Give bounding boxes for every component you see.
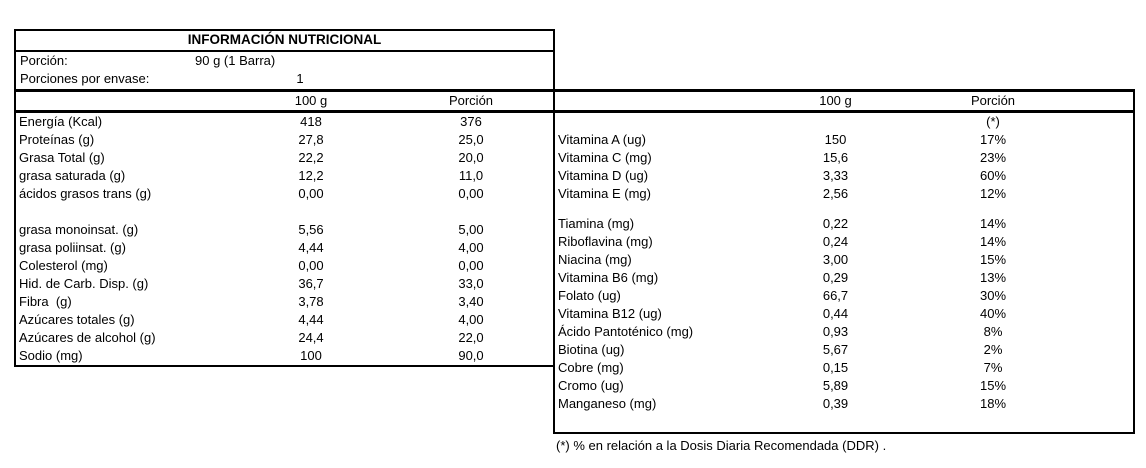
table-row: [555, 251, 1133, 269]
value-per-100g: 2,56: [822, 186, 849, 201]
value-per-portion: 11,0: [458, 168, 484, 183]
servings-per-pack-label: Porciones por envase:: [20, 71, 150, 86]
nutrient-label: Biotina (ug): [558, 342, 625, 357]
value-per-portion: 3,40: [458, 294, 484, 309]
nutrient-label: Grasa Total (g): [19, 150, 105, 165]
table-row: [555, 269, 1133, 287]
header-portion: Porción: [448, 93, 494, 108]
table-row: [555, 359, 1133, 377]
header-portion: Porción: [970, 93, 1016, 108]
table-row: [555, 323, 1133, 341]
table-row: [555, 215, 1133, 233]
table-row: [555, 305, 1133, 323]
column-header-row: [555, 92, 1133, 113]
table-row: [16, 167, 553, 185]
value-per-100g: 36,7: [298, 276, 324, 291]
value-per-100g: 15,6: [822, 150, 849, 165]
serving-size-label: Porción:: [20, 53, 68, 68]
value-per-portion: 4,00: [458, 240, 484, 255]
nutrient-label: Colesterol (mg): [19, 258, 108, 273]
value-per-100g: 418: [300, 114, 322, 129]
nutrient-label: ácidos grasos trans (g): [19, 186, 152, 201]
serving-info-box: [14, 29, 555, 89]
page-title: INFORMACIÓN NUTRICIONAL: [16, 31, 553, 52]
value-per-portion: 23%: [979, 150, 1007, 165]
value-per-100g: [758, 113, 913, 131]
value-per-100g: 3,33: [822, 168, 849, 183]
value-per-100g: 0,22: [822, 216, 849, 231]
nutrient-label: grasa poliinsat. (g): [19, 240, 126, 255]
table-row: [555, 113, 1133, 131]
value-per-100g: 0,44: [822, 306, 849, 321]
value-per-portion: 13%: [979, 270, 1007, 285]
value-per-100g: 0,15: [822, 360, 849, 375]
value-per-100g: 24,4: [298, 330, 324, 345]
header-per-100g: 100 g: [819, 93, 852, 108]
value-per-100g: 5,67: [822, 342, 849, 357]
table-row: [16, 257, 553, 275]
table-row: [16, 131, 553, 149]
table-row: [555, 185, 1133, 203]
nutrient-label: Azúcares de alcohol (g): [19, 330, 156, 345]
table-row: [16, 275, 553, 293]
value-per-portion: 15%: [979, 252, 1007, 267]
value-per-portion: 17%: [979, 132, 1007, 147]
table-row: [555, 149, 1133, 167]
macronutrients-table: [14, 89, 555, 367]
table-row: [555, 287, 1133, 305]
table-row: [16, 113, 553, 131]
value-per-portion: 30%: [979, 288, 1007, 303]
row-group-gap: [16, 203, 553, 221]
table-row: [16, 239, 553, 257]
table-row: [555, 341, 1133, 359]
column-header-row: [16, 92, 553, 113]
value-per-portion: 25,0: [458, 132, 484, 147]
header-spacer: [555, 92, 758, 110]
table-row: [16, 293, 553, 311]
nutrient-label: Sodio (mg): [19, 348, 83, 363]
value-per-100g: 5,89: [822, 378, 849, 393]
nutrient-label: Ácido Pantoténico (mg): [558, 324, 694, 339]
table-row: [16, 311, 553, 329]
value-per-100g: 0,29: [822, 270, 849, 285]
servings-per-pack-value: 1: [296, 71, 304, 86]
value-per-portion: 376: [460, 114, 482, 129]
nutrient-label: grasa saturada (g): [19, 168, 126, 183]
value-per-100g: 0,00: [298, 258, 324, 273]
nutrient-label: Azúcares totales (g): [19, 312, 135, 327]
nutrient-label: Cromo (ug): [558, 378, 624, 393]
table-row: [555, 167, 1133, 185]
row-group-gap: [555, 203, 1133, 215]
nutrient-label: Riboflavina (mg): [558, 234, 653, 249]
nutrient-label: Vitamina B6 (mg): [558, 270, 659, 285]
value-per-portion: 7%: [983, 360, 1003, 375]
value-per-portion: 20,0: [458, 150, 484, 165]
nutrient-label: Energía (Kcal): [19, 114, 103, 129]
value-per-100g: 3,78: [298, 294, 324, 309]
nutrient-label: Folato (ug): [558, 288, 621, 303]
value-per-portion: 18%: [979, 396, 1007, 411]
ddr-asterisk-marker: (*): [986, 114, 1000, 129]
value-per-portion: 5,00: [458, 222, 484, 237]
table-row: [555, 233, 1133, 251]
value-per-portion: 4,00: [458, 312, 484, 327]
nutrient-label: [555, 113, 758, 131]
value-per-portion: 0,00: [458, 258, 484, 273]
table-row: [555, 395, 1133, 413]
value-per-portion: 22,0: [458, 330, 484, 345]
servings-per-pack-row: [16, 70, 553, 88]
serving-size-row: [16, 52, 553, 70]
value-per-portion: 90,0: [458, 348, 484, 363]
value-per-portion: 8%: [983, 324, 1003, 339]
table-row: [16, 329, 553, 347]
value-per-100g: 0,93: [822, 324, 849, 339]
value-per-portion: 2%: [983, 342, 1003, 357]
value-per-100g: 0,00: [298, 186, 324, 201]
value-per-100g: 0,39: [822, 396, 849, 411]
value-per-portion: 33,0: [458, 276, 484, 291]
table-row: [16, 185, 553, 203]
nutrient-label: grasa monoinsat. (g): [19, 222, 139, 237]
header-spacer: [16, 92, 231, 110]
table-row: [16, 149, 553, 167]
nutrient-label: Cobre (mg): [558, 360, 624, 375]
value-per-100g: 150: [824, 132, 847, 147]
nutrient-label: Vitamina C (mg): [558, 150, 652, 165]
value-per-portion: 60%: [979, 168, 1007, 183]
value-per-portion: 40%: [979, 306, 1007, 321]
value-per-100g: 0,24: [822, 234, 849, 249]
serving-size-value: 90 g (1 Barra): [195, 53, 276, 68]
value-per-100g: 100: [300, 348, 322, 363]
value-per-100g: 5,56: [298, 222, 324, 237]
nutrient-label: Hid. de Carb. Disp. (g): [19, 276, 149, 291]
value-per-100g: 4,44: [298, 312, 324, 327]
nutrient-label: Vitamina D (ug): [558, 168, 649, 183]
header-per-100g: 100 g: [294, 93, 328, 108]
nutrient-label: Vitamina B12 (ug): [558, 306, 662, 321]
nutrient-label: Vitamina E (mg): [558, 186, 651, 201]
nutrient-label: Manganeso (mg): [558, 396, 657, 411]
nutrient-label: Fibra (g): [19, 294, 72, 309]
value-per-portion: 15%: [979, 378, 1007, 393]
value-per-100g: 27,8: [298, 132, 324, 147]
table-row: [555, 131, 1133, 149]
ddr-footnote: (*) % en relación a la Dosis Diaria Recomendada (DDR) .: [556, 438, 887, 453]
value-per-100g: 3,00: [822, 252, 849, 267]
value-per-portion: 14%: [979, 216, 1007, 231]
value-per-100g: 22,2: [298, 150, 324, 165]
nutrient-label: Vitamina A (ug): [558, 132, 646, 147]
value-per-portion: 14%: [979, 234, 1007, 249]
nutrient-label: Niacina (mg): [558, 252, 632, 267]
value-per-portion: 12%: [979, 186, 1007, 201]
value-per-100g: 4,44: [298, 240, 324, 255]
value-per-100g: 12,2: [298, 168, 324, 183]
nutrient-label: Tiamina (mg): [558, 216, 635, 231]
vitamins-minerals-table: [553, 89, 1135, 434]
value-per-100g: 66,7: [822, 288, 849, 303]
value-per-portion: 0,00: [458, 186, 484, 201]
table-row: [16, 347, 553, 365]
table-row: [16, 221, 553, 239]
table-row: [555, 377, 1133, 395]
nutrient-label: Proteínas (g): [19, 132, 95, 147]
